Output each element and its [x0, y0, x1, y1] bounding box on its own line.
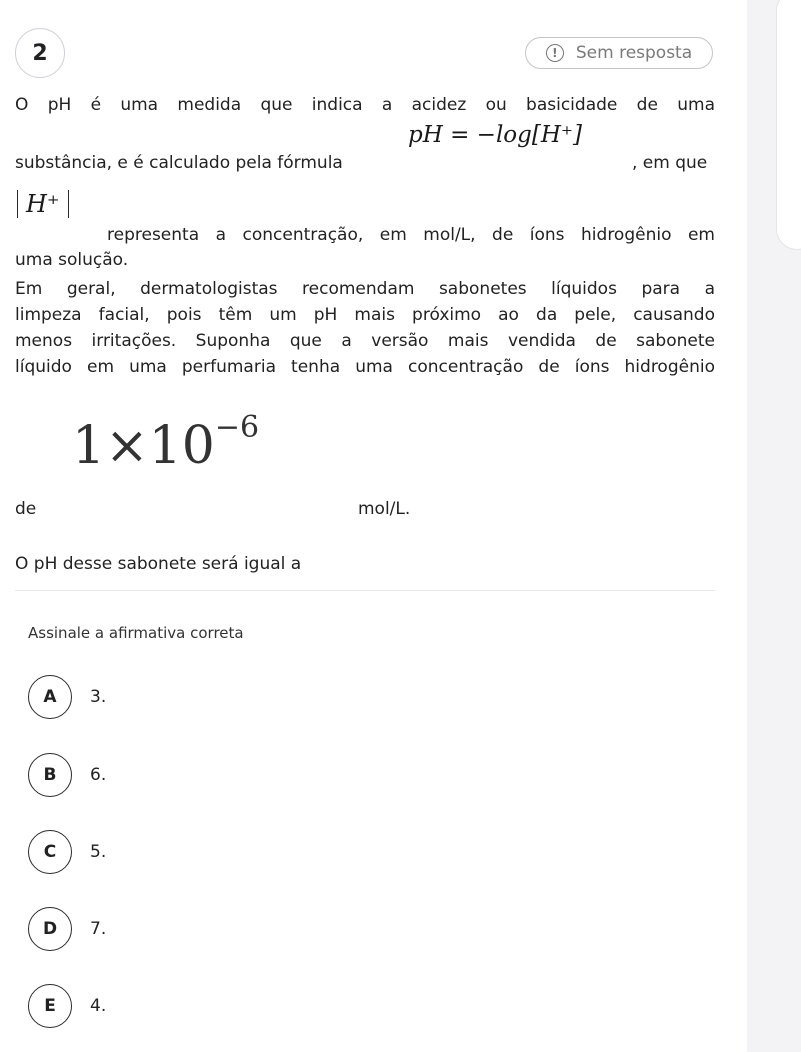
- concentration-value: [72, 410, 260, 476]
- option-text[interactable]: 3.: [90, 687, 107, 707]
- option-text[interactable]: 7.: [90, 919, 107, 939]
- option-letter[interactable]: B: [28, 753, 72, 797]
- option-d[interactable]: [28, 906, 106, 952]
- option-a[interactable]: [28, 674, 106, 720]
- option-text[interactable]: 5.: [90, 842, 107, 862]
- hydrogen-ion-symbol: H⁺: [17, 190, 69, 218]
- statement-line: , em que: [632, 153, 708, 173]
- option-b[interactable]: [28, 752, 106, 798]
- option-letter[interactable]: D: [28, 907, 72, 951]
- option-text[interactable]: 6.: [90, 765, 107, 785]
- unit-label: mol/L.: [358, 499, 411, 519]
- statement-line: líquido em uma perfumaria tenha uma concentração de íons hidrogênio: [15, 357, 715, 377]
- answer-status-badge: [525, 37, 713, 69]
- statement-line: limpeza facial, pois têm um pH mais próximo ao da pele, causando: [15, 305, 715, 325]
- statement-line: O pH é uma medida que indica a acidez ou basicidade de uma: [15, 95, 715, 115]
- concentration-exponent: −6: [214, 410, 260, 445]
- alert-icon: !: [546, 44, 564, 62]
- option-e[interactable]: [28, 983, 106, 1029]
- statement-line: Em geral, dermatologistas recomendam sabonetes líquidos para a: [15, 279, 715, 299]
- question-number: 2: [15, 28, 65, 78]
- option-c[interactable]: [28, 829, 106, 875]
- concentration-base: 1×10: [72, 416, 215, 476]
- option-text[interactable]: 4.: [90, 996, 107, 1016]
- de-label: de: [15, 499, 37, 519]
- option-letter[interactable]: E: [28, 984, 72, 1028]
- answer-status-label: Sem resposta: [575, 43, 693, 63]
- statement-line: uma solução.: [15, 250, 129, 270]
- option-letter[interactable]: C: [28, 830, 72, 874]
- divider: [15, 590, 715, 591]
- statement-line: substância, e é calculado pela fórmula: [15, 153, 343, 173]
- question-prompt: O pH desse sabonete será igual a: [15, 554, 302, 574]
- statement-line: menos irritações. Suponha que a versão mais vendida de sabonete: [15, 331, 715, 351]
- option-letter[interactable]: A: [28, 675, 72, 719]
- side-card: [776, 0, 801, 250]
- instruction-label: Assinale a afirmativa correta: [28, 624, 244, 642]
- ph-formula: pH = −log[H⁺]: [408, 122, 583, 148]
- statement-line: representa a concentração, em mol/L, de íons hidrogênio em: [107, 225, 715, 245]
